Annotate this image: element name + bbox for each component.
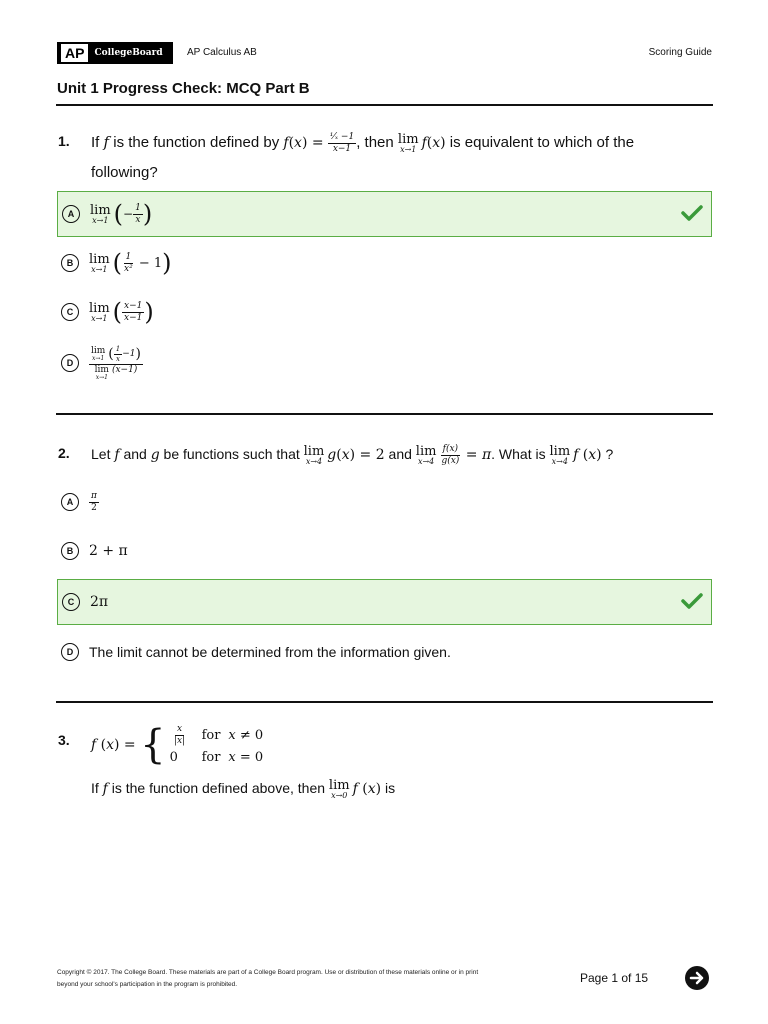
option-letter: B bbox=[61, 542, 79, 560]
q1-text-equivalent: is equivalent to which of the bbox=[449, 134, 635, 151]
question-1-stem-line2: following? bbox=[91, 164, 158, 181]
q1-fraction: $\frac{\text{¹⁄ₓ −1}}{x-1}$ bbox=[329, 131, 355, 154]
q1-fx-def: f bbox=[283, 135, 289, 151]
q1-limit: lim x→1 bbox=[397, 131, 419, 154]
question-2-stem: Let f and g be functions such that lim x→4 g(x) = 2 and lim x→4 $\frac{f(x)}{g(x)}$ = π. What is lim x→4 f (x) ? bbox=[91, 443, 614, 466]
option-letter: C bbox=[61, 303, 79, 321]
ap-logo-text: AP bbox=[61, 44, 88, 62]
q2-text-and2: and bbox=[388, 446, 412, 462]
q1-text-if: If bbox=[91, 134, 100, 151]
q2-text-what: . What is bbox=[491, 446, 546, 462]
q2-option-b-text: 2 + π bbox=[89, 543, 128, 559]
option-letter: D bbox=[61, 354, 79, 372]
page-title: Unit 1 Progress Check: MCQ Part B bbox=[57, 80, 310, 97]
q2-option-b[interactable] bbox=[57, 528, 712, 574]
q2-text-qmark: ? bbox=[605, 446, 614, 462]
lim-expr: lim x→1 bbox=[89, 251, 110, 274]
q3-for1: for bbox=[201, 728, 221, 743]
arrow-right-icon bbox=[685, 966, 709, 990]
copyright-notice: Copyright © 2017. The College Board. These materials are part of a College Board program. Use or distribution of these materials online or in print beyond your school's participation in the program is prohibited. bbox=[57, 969, 479, 988]
q1-text-defined: is the function defined by bbox=[113, 134, 280, 151]
q1-option-c[interactable]: C lim x→1 ( $\frac{x-1}{x-1}$ ) bbox=[57, 289, 712, 335]
q1-option-b[interactable]: B lim x→1 ( $\frac{1}{\text{x²}}$ − 1 ) bbox=[57, 240, 712, 286]
lim-ratio: lim x→1 ( $\frac{1}{x}$ −1 ) lim x→1 (x−1) bbox=[91, 344, 141, 381]
correct-check-icon bbox=[681, 204, 703, 222]
collegeboard-logo-text: CollegeBoard bbox=[94, 48, 163, 58]
question-divider bbox=[56, 413, 713, 415]
lim-expr: lim x→1 bbox=[90, 202, 111, 225]
q3-text-if: If bbox=[91, 780, 99, 796]
q2-option-c[interactable] bbox=[57, 579, 712, 625]
q3-for2: for bbox=[201, 750, 221, 765]
question-3-number: 3. bbox=[58, 732, 70, 748]
q2-text-let: Let bbox=[91, 446, 111, 462]
q3-text-is: is bbox=[384, 780, 396, 796]
q2-text-be: be functions such that bbox=[163, 446, 300, 462]
title-divider bbox=[56, 104, 713, 106]
question-1-stem: If f is the function defined by f(x) = $\frac{\text{¹⁄ₓ −1}}{x-1}$ , then lim x→1 f(x) is equivalent to which of the bbox=[91, 131, 635, 154]
option-letter: A bbox=[62, 205, 80, 223]
correct-check-icon bbox=[681, 592, 703, 610]
lim-expr: lim x→1 bbox=[89, 300, 110, 323]
question-3-stem: If f is the function defined above, then lim x→0 f (x) is bbox=[91, 777, 396, 800]
doc-type-label: Scoring Guide bbox=[648, 47, 712, 58]
q2-option-a[interactable]: A $\frac{\pi}{2}$ bbox=[57, 479, 712, 525]
option-letter: C bbox=[62, 593, 80, 611]
q3-piecewise: f ( x ) = { $\frac{x}{|x|}$ for x ≠ 0 0 for x = 0 bbox=[91, 722, 264, 768]
option-letter: A bbox=[61, 493, 79, 511]
q2-text-and: and bbox=[123, 446, 147, 462]
question-2-number: 2. bbox=[58, 445, 70, 461]
q1-option-a[interactable]: A lim x→1 ( − $\frac{1}{x}$ ) bbox=[57, 191, 712, 237]
q1-f: f bbox=[103, 133, 110, 151]
question-1-number: 1. bbox=[58, 133, 70, 149]
course-name: AP Calculus AB bbox=[187, 47, 257, 58]
option-letter: D bbox=[61, 643, 79, 661]
page-number: Page 1 of 15 bbox=[580, 971, 649, 985]
next-page-button[interactable] bbox=[685, 966, 709, 990]
question-divider bbox=[56, 701, 713, 703]
q3-text-rest: is the function defined above, then bbox=[111, 780, 326, 796]
q2-option-d[interactable] bbox=[57, 629, 712, 675]
option-letter: B bbox=[61, 254, 79, 272]
q2-option-c-text: 2π bbox=[90, 594, 109, 610]
q1-option-d[interactable] bbox=[57, 340, 712, 386]
ap-collegeboard-logo bbox=[57, 42, 173, 64]
q2-option-d-text: The limit cannot be determined from the information given. bbox=[89, 644, 451, 660]
q1-text-then: , then bbox=[356, 134, 394, 151]
